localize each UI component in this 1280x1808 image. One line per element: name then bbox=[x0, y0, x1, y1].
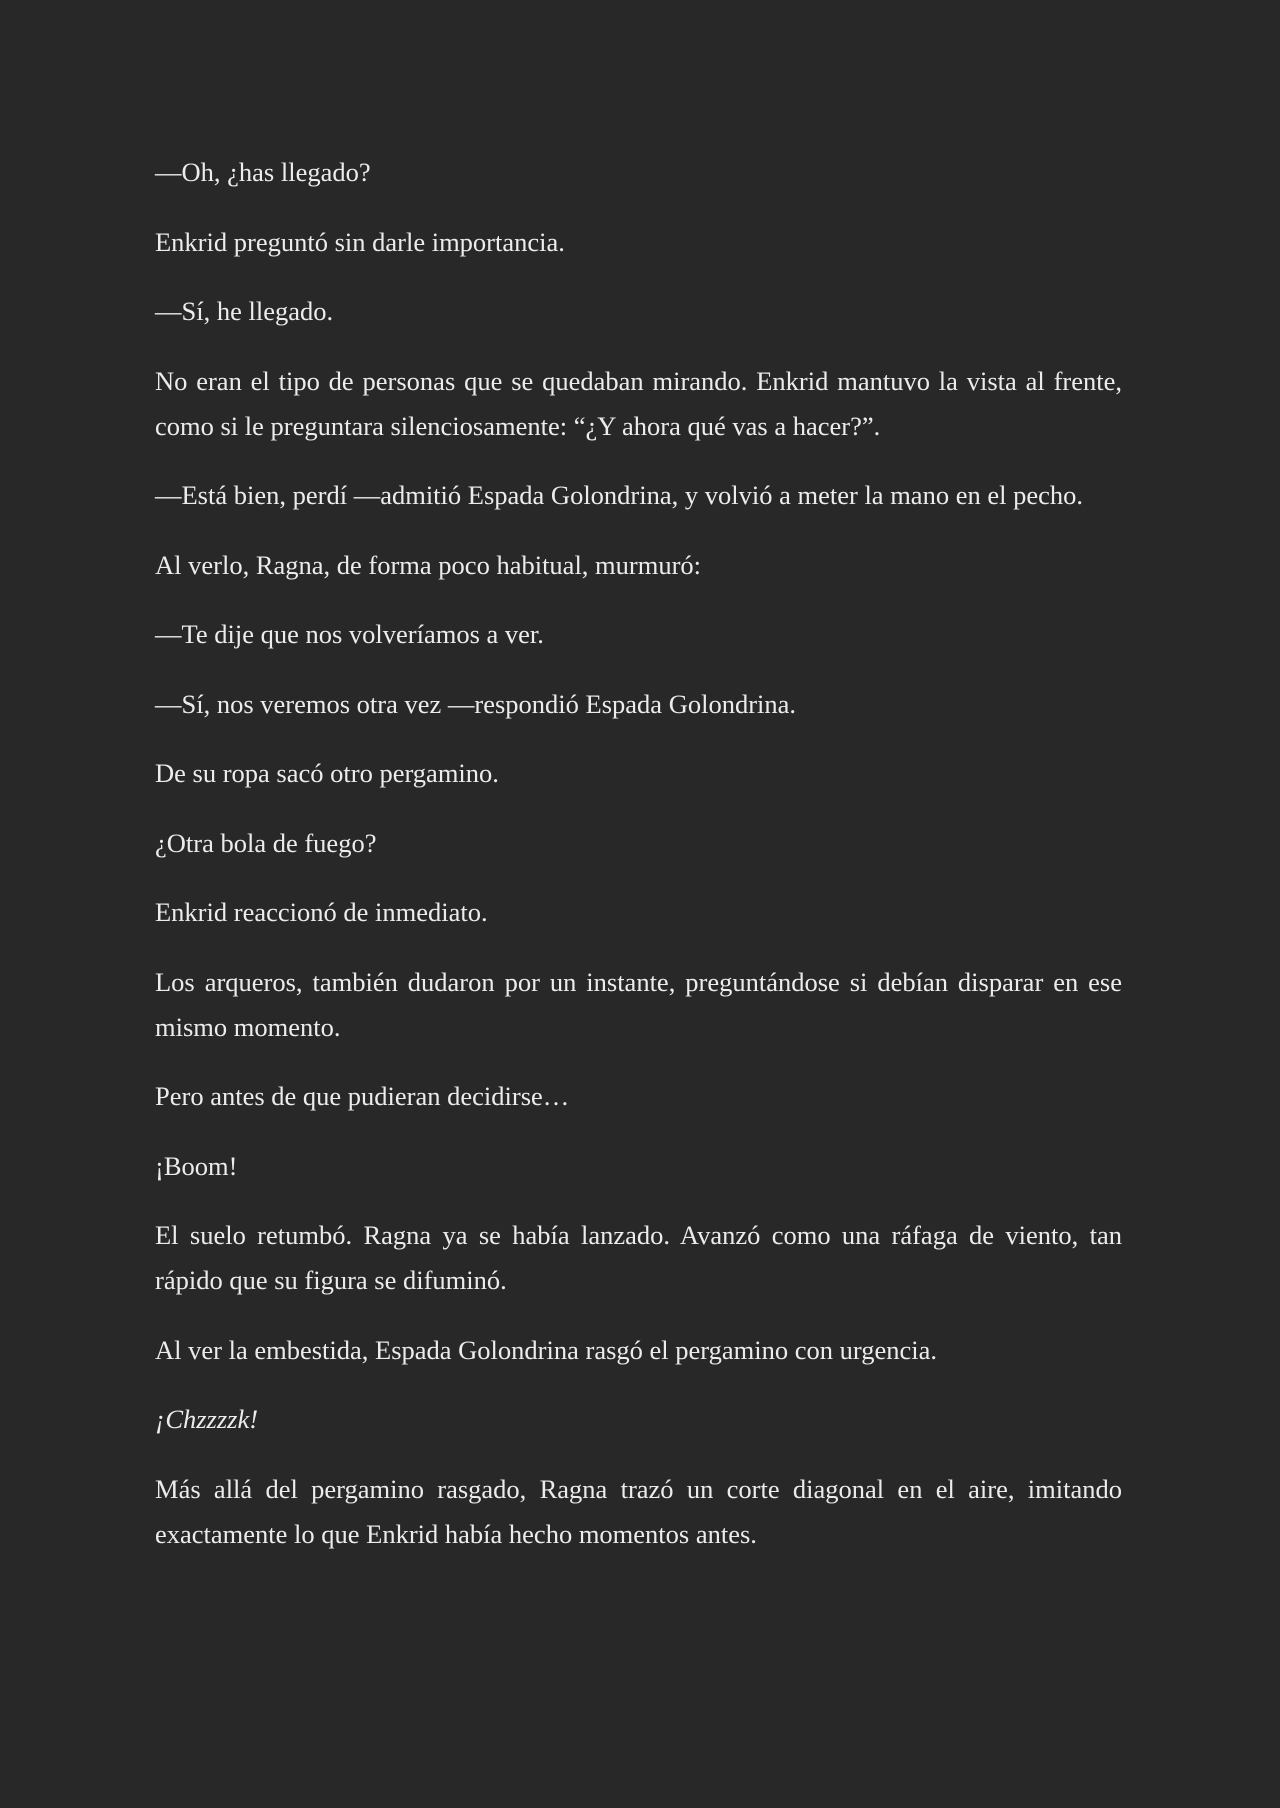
paragraph-3: —Sí, he llegado. bbox=[155, 296, 334, 326]
paragraph-2: Enkrid preguntó sin darle importancia. bbox=[155, 226, 565, 257]
paragraph-14: ¡Boom! bbox=[155, 1150, 238, 1181]
paragraph-17-sound-effect: ¡Chzzzzk! bbox=[155, 1404, 259, 1434]
paragraph-18: Más allá del pergamino rasgado, Ragna trazó un corte diagonal en el aire, imitando exactamente lo que Enkrid había hecho momentos antes. bbox=[155, 1473, 1122, 1549]
paragraph-13: Pero antes de que pudieran decidirse… bbox=[155, 1081, 570, 1111]
paragraph-15: El suelo retumbó. Ragna ya se había lanzado. Avanzó como una ráfaga de viento, tan rápido que su figura se difuminó. bbox=[155, 1220, 1122, 1295]
chapter-text bbox=[155, 150, 1122, 1557]
paragraph-11: Enkrid reaccionó de inmediato. bbox=[155, 897, 488, 927]
paragraph-10: ¿Otra bola de fuego? bbox=[155, 827, 377, 858]
paragraph-5: —Está bien, perdí —admitió Espada Golondrina, y volvió a meter la mano en el pecho. bbox=[155, 480, 1083, 510]
paragraph-4: No eran el tipo de personas que se quedaban mirando. Enkrid mantuvo la vista al frente, como si le preguntara silenciosamente: “¿Y ahora qué vas a hacer?”. bbox=[155, 365, 1122, 441]
paragraph-7: —Te dije que nos volveríamos a ver. bbox=[155, 619, 544, 649]
paragraph-8: —Sí, nos veremos otra vez —respondió Espada Golondrina. bbox=[155, 688, 797, 719]
paragraph-16: Al ver la embestida, Espada Golondrina rasgó el pergamino con urgencia. bbox=[155, 1334, 937, 1365]
paragraph-9: De su ropa sacó otro pergamino. bbox=[155, 758, 499, 788]
paragraph-1: —Oh, ¿has llegado? bbox=[155, 157, 371, 187]
paragraph-12: Los arqueros, también dudaron por un instante, preguntándose si debían disparar en ese mismo momento. bbox=[155, 966, 1122, 1042]
paragraph-6: Al verlo, Ragna, de forma poco habitual, murmuró: bbox=[155, 549, 702, 580]
